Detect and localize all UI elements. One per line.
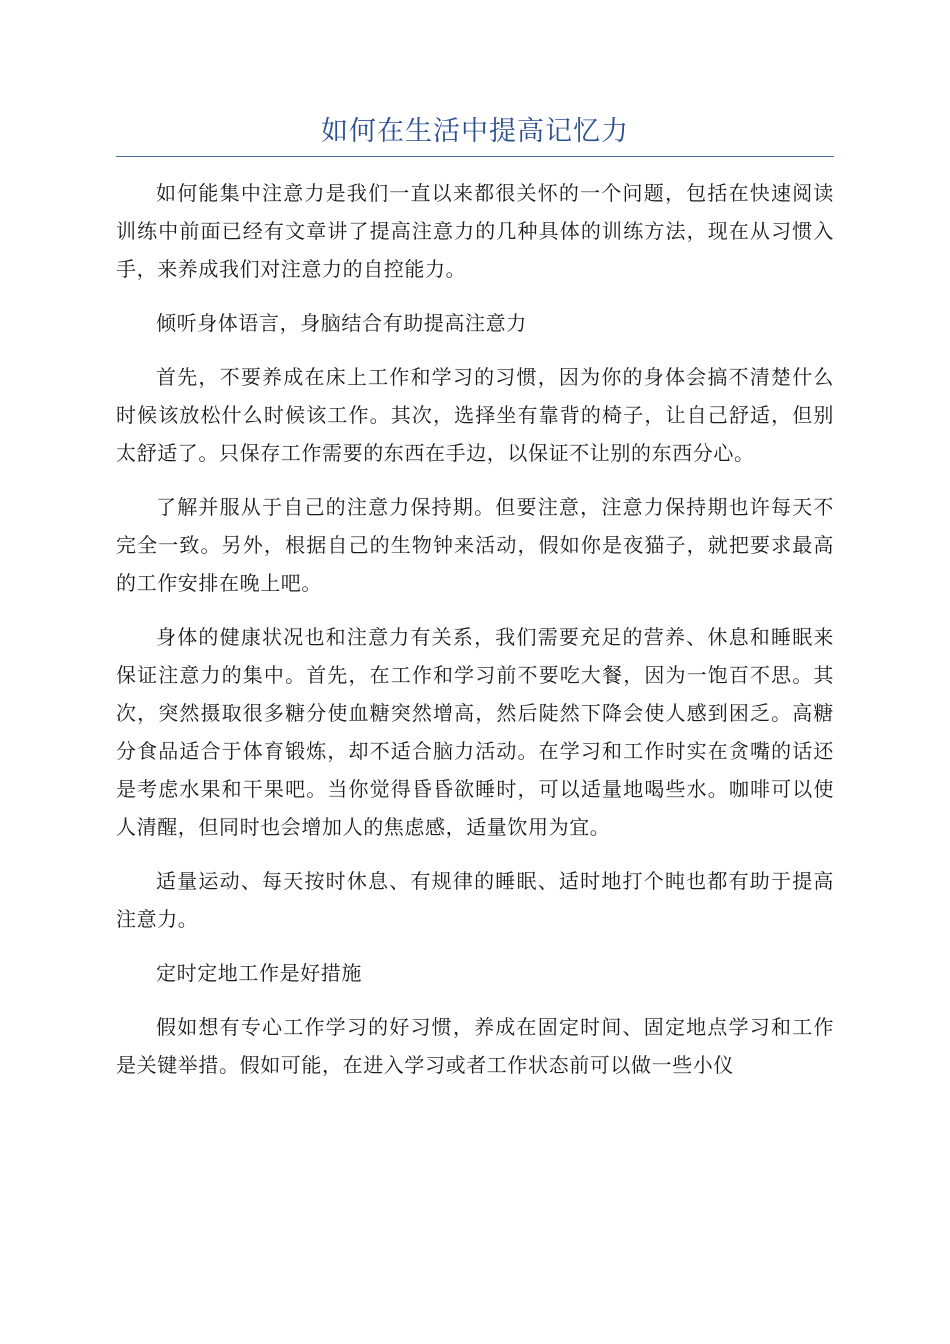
paragraph-fixed-time-place: 假如想有专心工作学习的好习惯，养成在固定时间、固定地点学习和工作是关键举措。假如可能，在进入学习或者工作状态前可以做一些小仪: [116, 1015, 834, 1077]
page-title: 如何在生活中提高记忆力: [321, 116, 629, 147]
section-heading-body-language: 倾听身体语言，身脑结合有助提高注意力: [156, 311, 527, 335]
paragraph-exercise: 适量运动、每天按时休息、有规律的睡眠、适时地打个盹也都有助于提高注意力。: [116, 869, 834, 931]
paragraph-health: 身体的健康状况也和注意力有关系，我们需要充足的营养、休息和睡眠来保证注意力的集中。首先，在工作和学习前不要吃大餐，因为一饱百不思。其次，突然摄取很多糖分使血糖突然增高，然后陡然下降会使人感到困乏。高糖分食品适合于体育锻炼，却不适合脑力活动。在学习和工作时实在贪嘴的话还是考虑水果和干果吧。当你觉得昏昏欲睡时，可以适量地喝些水。咖啡可以使人清醒，但同时也会增加人的焦虑感，适量饮用为宜。: [116, 625, 834, 839]
paragraph-intro: 如何能集中注意力是我们一直以来都很关怀的一个问题，包括在快速阅读训练中前面已经有文章讲了提高注意力的几种具体的训练方法，现在从习惯入手，来养成我们对注意力的自控能力。: [116, 181, 834, 281]
paragraph-attention-span: 了解并服从于自己的注意力保持期。但要注意，注意力保持期也许每天不完全一致。另外，根据自己的生物钟来活动，假如你是夜猫子，就把要求最高的工作安排在晚上吧。: [116, 495, 834, 595]
paragraph-work-habits: 首先，不要养成在床上工作和学习的习惯，因为你的身体会搞不清楚什么时候该放松什么时候该工作。其次，选择坐有靠背的椅子，让自己舒适，但别太舒适了。只保存工作需要的东西在手边，以保证不让别的东西分心。: [116, 365, 834, 465]
document-body: [116, 174, 834, 1100]
section-heading-schedule: 定时定地工作是好措施: [156, 961, 362, 985]
title-block: [116, 112, 834, 157]
